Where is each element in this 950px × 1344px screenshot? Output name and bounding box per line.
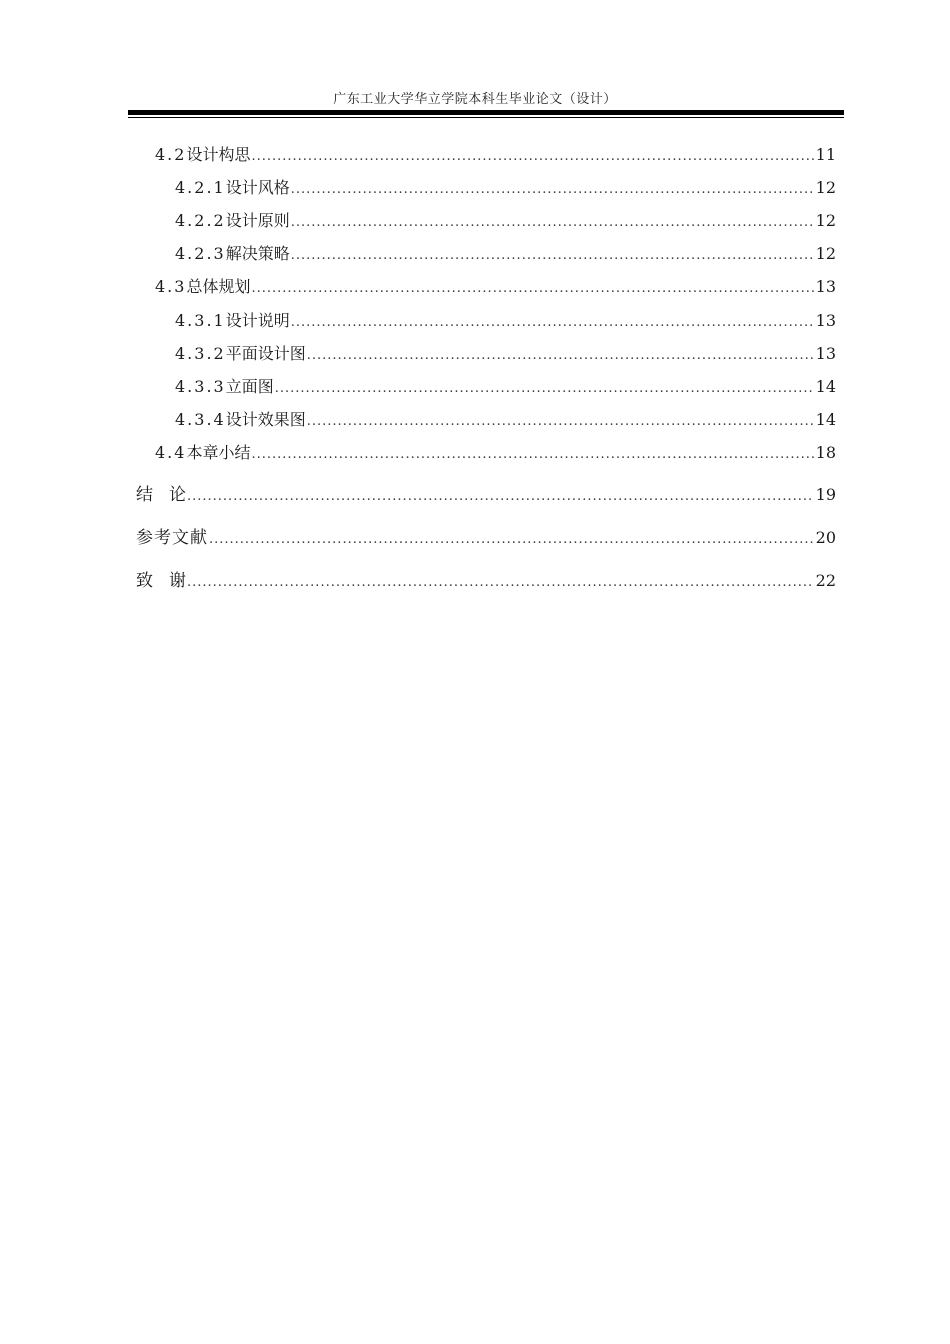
toc-leader-dots xyxy=(275,379,814,399)
toc-entry-title: 参考文献 xyxy=(136,528,208,548)
toc-leader-dots xyxy=(187,487,814,507)
toc-entry-number: 4.2.2 xyxy=(175,211,226,230)
toc-leader-dots xyxy=(307,412,814,432)
toc-entry-page: 19 xyxy=(815,485,836,504)
toc-entry-page: 11 xyxy=(815,145,836,164)
toc-entry-title: 设计构思 xyxy=(186,145,251,164)
toc-entry-title: 立面图 xyxy=(225,377,274,396)
toc-entry-title: 设计原则 xyxy=(225,211,290,230)
toc-entry-title: 本章小结 xyxy=(186,443,251,462)
toc-entry-page: 13 xyxy=(815,277,836,296)
toc-entry-number: 4.3 xyxy=(155,277,187,296)
toc-entry-title: 设计风格 xyxy=(225,178,290,197)
toc-leader-dots xyxy=(209,530,814,550)
toc-leader-dots xyxy=(251,445,813,465)
toc-entry-title: 总体规划 xyxy=(186,277,251,296)
toc-entry-number: 4.2.3 xyxy=(175,244,226,263)
toc-entry-page: 12 xyxy=(815,244,836,263)
toc-leader-dots xyxy=(187,573,814,593)
toc-entry[interactable] xyxy=(175,178,836,200)
toc-entry-page: 14 xyxy=(815,410,836,429)
toc-entry-number: 4.3.1 xyxy=(175,311,226,330)
toc-entry-title: 设计说明 xyxy=(225,311,290,330)
toc-leader-dots xyxy=(291,313,814,333)
toc-entry-page: 20 xyxy=(815,528,836,547)
toc-leader-dots xyxy=(291,246,814,266)
toc-entry[interactable] xyxy=(136,528,836,550)
header-rule-thin xyxy=(128,117,844,118)
toc-entry[interactable] xyxy=(175,311,836,333)
toc-leader-dots xyxy=(307,346,814,366)
header-rule-thick xyxy=(128,110,844,115)
toc-entry-page: 12 xyxy=(815,178,836,197)
toc-entry-number: 4.4 xyxy=(155,443,187,462)
toc-entry-number: 4.2 xyxy=(155,145,187,164)
header-title: 广东工业大学华立学院本科生毕业论文（设计） xyxy=(333,92,617,107)
toc-leader-dots xyxy=(291,213,814,233)
toc-entry-page: 13 xyxy=(815,311,836,330)
toc-leader-dots xyxy=(291,180,814,200)
toc-entry-title: 设计效果图 xyxy=(225,410,306,429)
toc-entry[interactable] xyxy=(175,211,836,233)
toc-entry[interactable] xyxy=(175,410,836,432)
toc-entry[interactable] xyxy=(155,277,836,299)
toc-entry[interactable] xyxy=(175,244,836,266)
toc-entry[interactable] xyxy=(136,485,836,507)
toc-entry-page: 22 xyxy=(815,571,836,590)
toc-entry-number: 4.3.2 xyxy=(175,344,226,363)
toc-entry-title: 致谢 xyxy=(136,571,202,591)
toc-entry-title: 平面设计图 xyxy=(225,344,306,363)
toc-entry-page: 18 xyxy=(815,443,836,462)
toc-leader-dots xyxy=(251,147,813,167)
toc-entry-page: 12 xyxy=(815,211,836,230)
toc-entry-number: 4.3.4 xyxy=(175,410,226,429)
toc-entry[interactable] xyxy=(175,377,836,399)
toc-entry-page: 13 xyxy=(815,344,836,363)
toc-entry-title: 结论 xyxy=(136,485,202,505)
toc-entry[interactable] xyxy=(155,145,836,167)
toc-leader-dots xyxy=(251,279,813,299)
toc-entry[interactable] xyxy=(175,344,836,366)
toc-entry[interactable] xyxy=(155,443,836,465)
toc-entry-number: 4.2.1 xyxy=(175,178,226,197)
toc-entry-number: 4.3.3 xyxy=(175,377,226,396)
toc-entry-title: 解决策略 xyxy=(225,244,290,263)
toc-entry[interactable] xyxy=(136,571,836,593)
toc-entry-page: 14 xyxy=(815,377,836,396)
